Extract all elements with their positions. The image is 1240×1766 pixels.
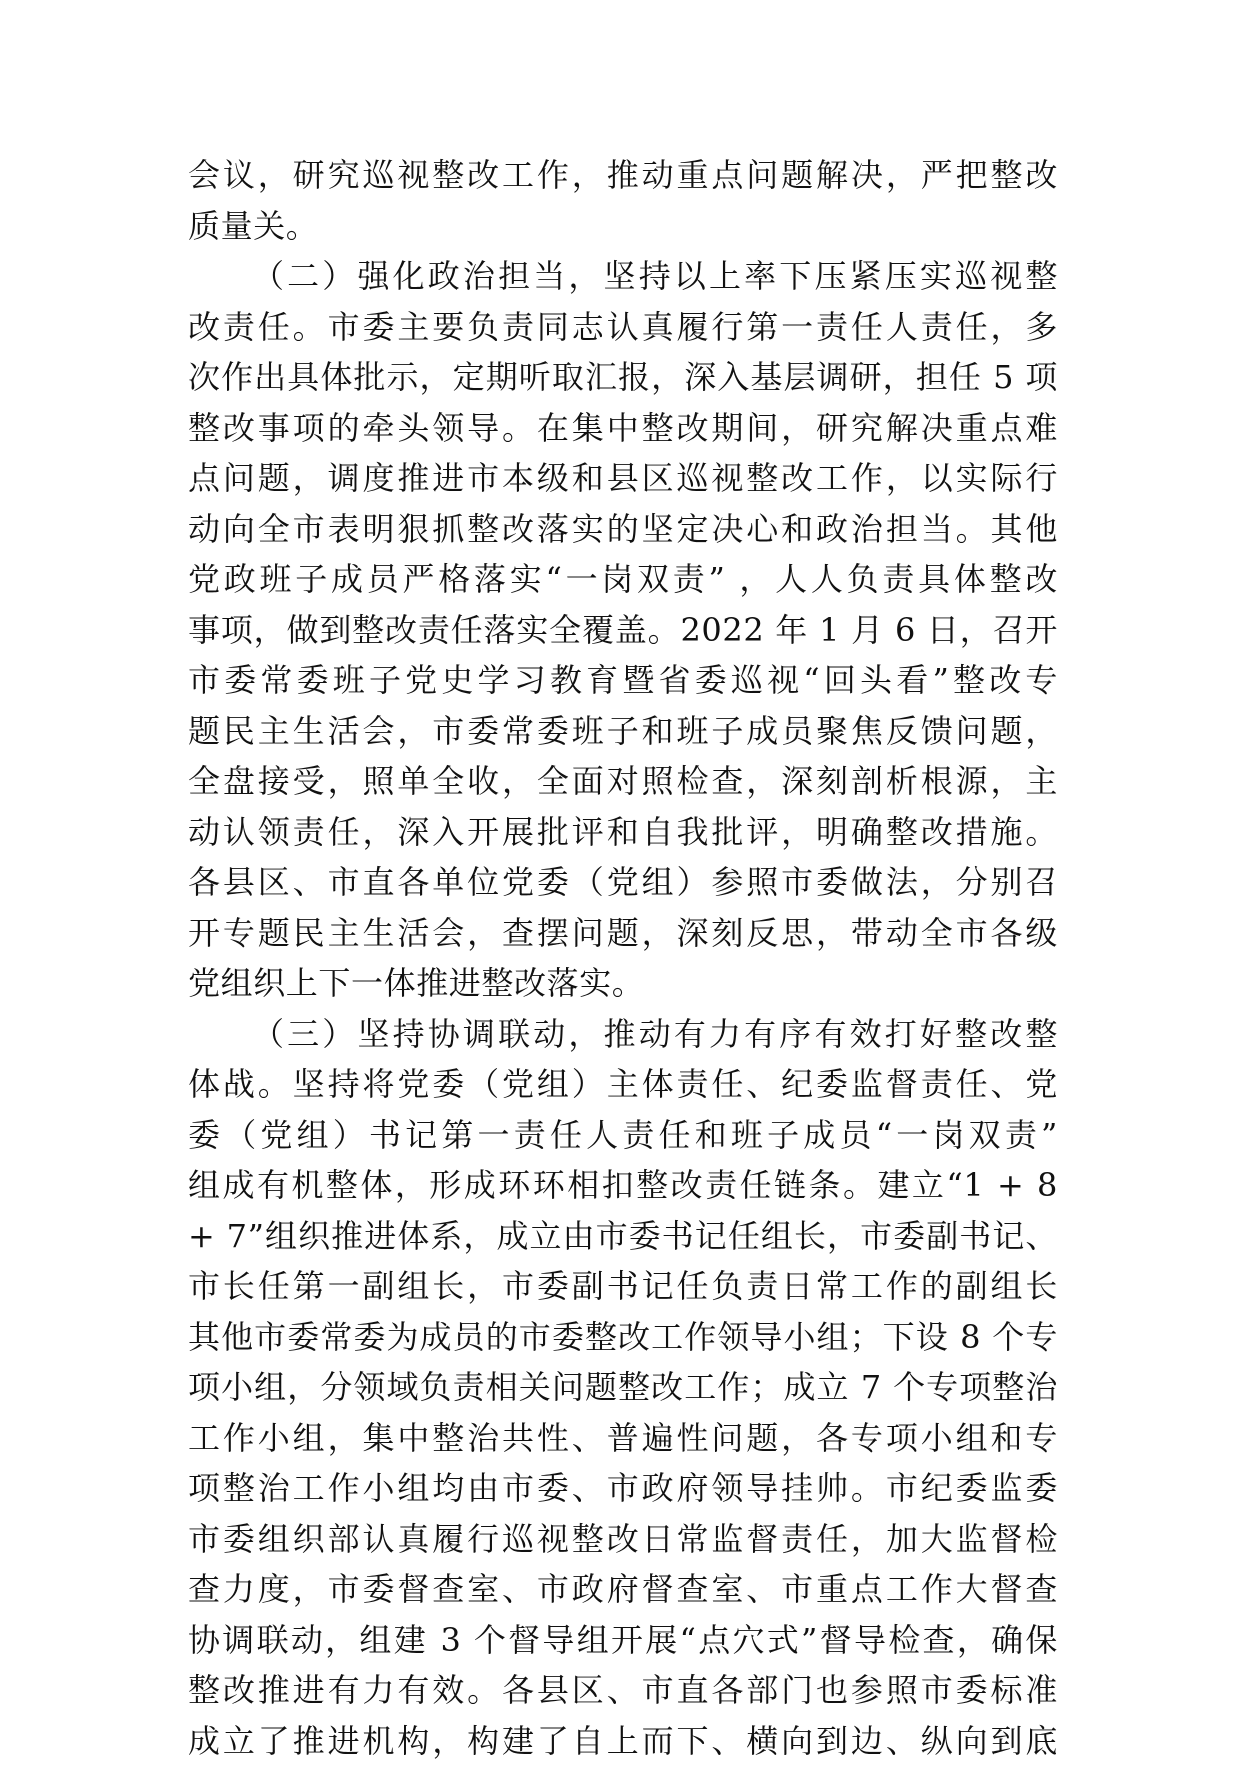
text-line: 项小组，分领域负责相关问题整改工作；成立 7 个专项整治 [188, 1362, 1058, 1413]
text-line: 党政班子成员严格落实“一岗双责” ，人人负责具体整改 [188, 554, 1058, 605]
text-line: + 7”组织推进体系，成立由市委书记任组长，市委副书记、 [188, 1211, 1058, 1262]
text-line: 点问题，调度推进市本级和县区巡视整改工作，以实际行 [188, 453, 1058, 504]
text-line: 党组织上下一体推进整改落实。 [188, 958, 1058, 1009]
text-line: 次作出具体批示，定期听取汇报，深入基层调研，担任 5 项 [188, 352, 1058, 403]
text-line: 动认领责任，深入开展批评和自我批评，明确整改措施。 [188, 807, 1058, 858]
text-line: 查力度，市委督查室、市政府督查室、市重点工作大督查 [188, 1564, 1058, 1615]
text-line: 整改事项的牵头领导。在集中整改期间，研究解决重点难 [188, 403, 1058, 454]
text-line: 项整治工作小组均由市委、市政府领导挂帅。市纪委监委 [188, 1463, 1058, 1514]
text-line: 市委常委班子党史学习教育暨省委巡视“回头看”整改专 [188, 655, 1058, 706]
text-line: 事项，做到整改责任落实全覆盖。2022 年 1 月 6 日，召开 [188, 605, 1058, 656]
text-line: 委（党组）书记第一责任人责任和班子成员“一岗双责” [188, 1110, 1058, 1161]
text-line: 质量关。 [188, 201, 1058, 252]
text-line: 市长任第一副组长，市委副书记任负责日常工作的副组长 [188, 1261, 1058, 1312]
text-line: 组成有机整体，形成环环相扣整改责任链条。建立“1 + 8 [188, 1160, 1058, 1211]
body-text [188, 150, 1058, 1766]
text-line: 各县区、市直各单位党委（党组）参照市委做法，分别召 [188, 857, 1058, 908]
text-line: 全盘接受，照单全收，全面对照检查，深刻剖析根源，主 [188, 756, 1058, 807]
text-line: 改责任。市委主要负责同志认真履行第一责任人责任，多 [188, 302, 1058, 353]
text-line: 整改推进有力有效。各县区、市直各部门也参照市委标准 [188, 1665, 1058, 1716]
text-line: 其他市委常委为成员的市委整改工作领导小组；下设 8 个专 [188, 1312, 1058, 1363]
text-line: 成立了推进机构，构建了自上而下、横向到边、纵向到底 [188, 1716, 1058, 1766]
text-line: 题民主生活会，市委常委班子和班子成员聚焦反馈问题， [188, 706, 1058, 757]
text-line: （三）坚持协调联动，推动有力有序有效打好整改整 [188, 1009, 1058, 1060]
text-line: 会议，研究巡视整改工作，推动重点问题解决，严把整改 [188, 150, 1058, 201]
text-line: 市委组织部认真履行巡视整改日常监督责任，加大监督检 [188, 1514, 1058, 1565]
text-line: 体战。坚持将党委（党组）主体责任、纪委监督责任、党 [188, 1059, 1058, 1110]
text-line: 工作小组，集中整治共性、普遍性问题，各专项小组和专 [188, 1413, 1058, 1464]
text-line: （二）强化政治担当，坚持以上率下压紧压实巡视整 [188, 251, 1058, 302]
text-line: 动向全市表明狠抓整改落实的坚定决心和政治担当。其他 [188, 504, 1058, 555]
text-line: 开专题民主生活会，查摆问题，深刻反思，带动全市各级 [188, 908, 1058, 959]
text-line: 协调联动，组建 3 个督导组开展“点穴式”督导检查，确保 [188, 1615, 1058, 1666]
